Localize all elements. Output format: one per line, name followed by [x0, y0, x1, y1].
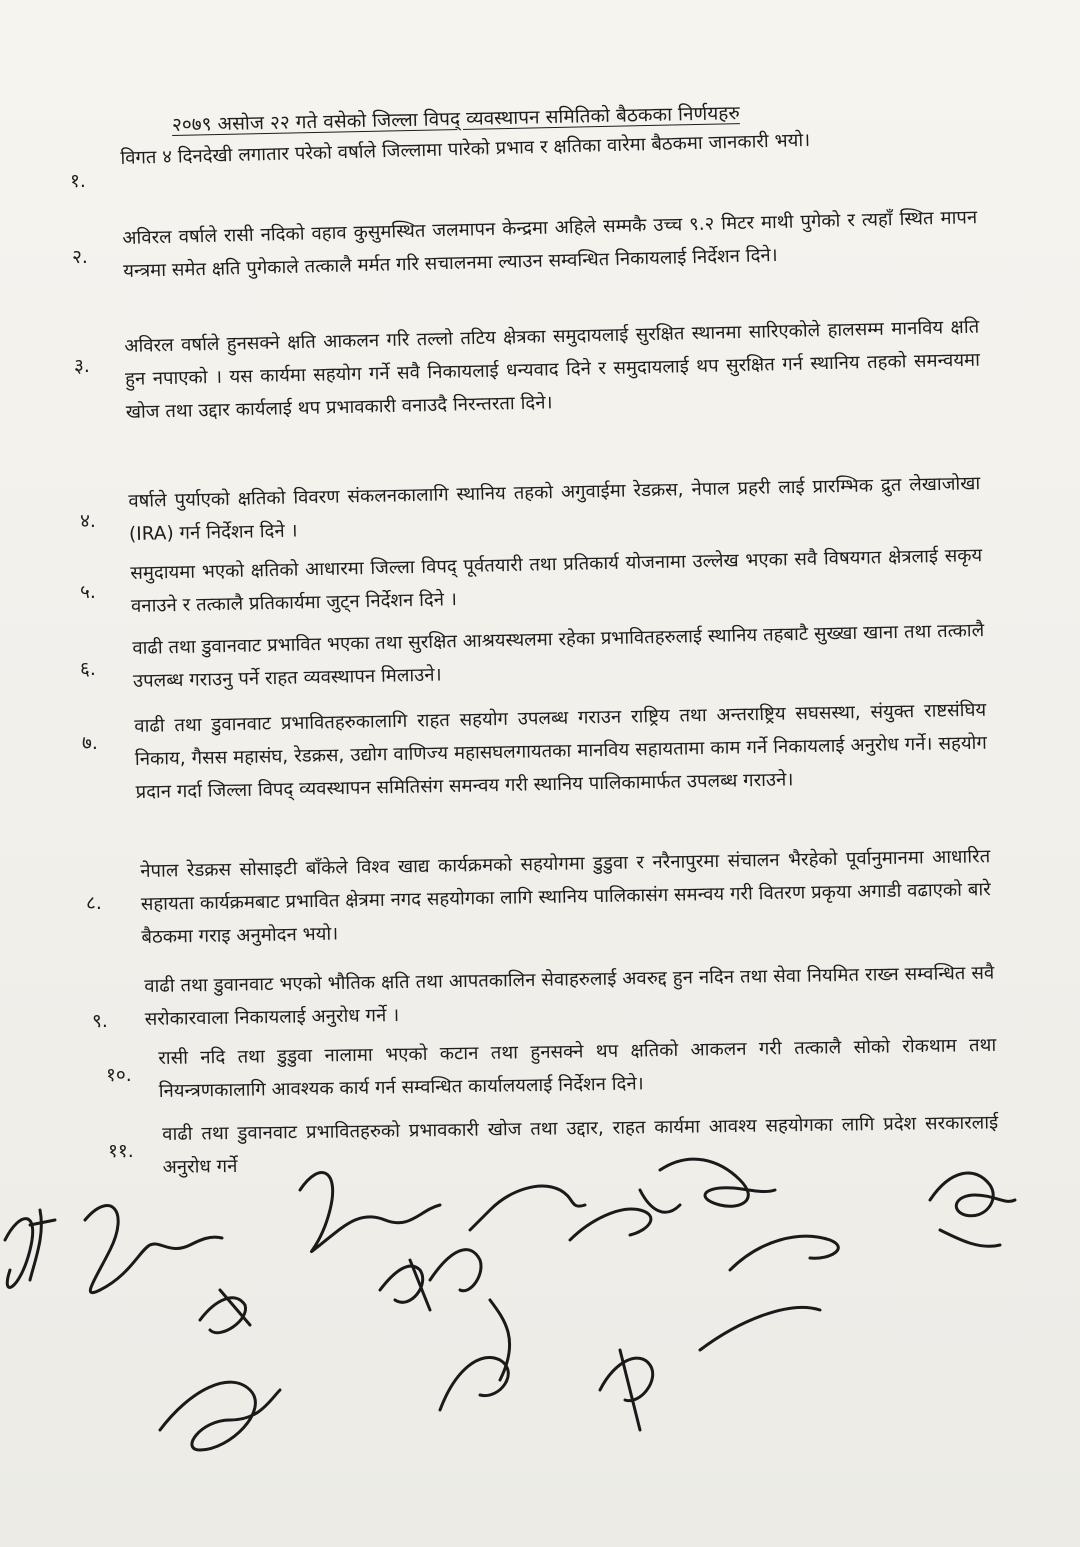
item-text: वाढी तथा डुवानवाट भएको भौतिक क्षति तथा आपतकालिन सेवाहरुलाई अवरुद्द हुन नदिन तथा सेवा नियमित राख्न सम्वन्धित सवै सरोकारवाला निकायलाई अनुरोध गर्ने । [144, 962, 995, 1030]
signature-2 [85, 1206, 222, 1293]
item-number: १०. [106, 1064, 132, 1086]
signature-4 [160, 1382, 280, 1450]
item-number: ११. [108, 1140, 134, 1162]
item-text: नेपाल रेडक्रस सोसाइटी बाँकेले विश्व खाद्य कार्यक्रमको सहयोगमा डुडुवा र नरैनापुरमा संचालन भैरहेको पूर्वानुमानमा आधारित सहायता कार्यक्रमबाट प्रभावित क्षेत्रमा नगद सहयोगका लागि स्थानिय पालिकासंग समन्वय गरी वितरण प्रकृया अगाडी वढाएको बारे बैठकमा गराइ अनुमोदन भयो। [140, 846, 991, 948]
item-number: ४. [80, 510, 96, 532]
signature-12 [700, 1236, 838, 1350]
item-text: रासी नदि तथा डुडुवा नालामा भएको कटान तथा हुनसक्ने थप क्षतिको आकलन गरी तत्कालै सोको रोकथाम तथा नियन्त्रणकालागि आवश्यक कार्य गर्न सम्वन्धित कार्यालयलाई निर्देशन दिने। [158, 1034, 997, 1102]
signature-9 [570, 1190, 680, 1240]
item-text: विगत ४ दिनदेखी लगातार परेको वर्षाले जिल्लामा पारेको प्रभाव र क्षतिका वारेमा बैठकमा जानकारी भयो। [120, 129, 811, 169]
item-text: अविरल वर्षाले रासी नदिको वहाव कुसुमस्थित जलमापन केन्द्रमा अहिले सम्मकै उच्च ९.२ मिटर माथी पुगेको र त्यहाँ स्थित मापन यन्त्रमा समेत क्षति पुगेकाले तत्कालै मर्मत गरि सचालनमा ल्याउन सम्वन्धित निकायलाई निर्देशन दिने। [122, 207, 978, 282]
signature-13 [930, 1173, 1015, 1246]
signature-10 [660, 1159, 775, 1206]
item-number: ९. [92, 1010, 108, 1032]
item-number: ३. [74, 355, 90, 377]
item-number: ७. [82, 732, 98, 754]
item-number: ८. [86, 892, 102, 914]
item-number: २. [72, 246, 88, 268]
document-title: २०७९ असोज २२ गते वसेको जिल्ला विपद् व्यवस्थापन समितिको बैठकका निर्णयहरु [171, 102, 740, 136]
item-text: वाढी तथा डुवानवाट प्रभावित भएका तथा सुरक्षित आश्रयस्थलमा रहेका प्रभावितहरुलाई स्थानिय तहबाटै सुख्खा खाना तथा तत्कालै उपलब्ध गराउनु पर्ने राहत व्यवस्थापन मिलाउने। [132, 620, 985, 692]
item-number: ६. [80, 658, 96, 680]
signature-7 [430, 1186, 585, 1291]
item-number: १. [70, 170, 86, 192]
signature-6 [380, 1260, 430, 1310]
signature-8 [440, 1300, 510, 1410]
signatures-drawing [0, 1150, 1080, 1547]
signature-3 [200, 1290, 250, 1333]
signature-1 [5, 1210, 55, 1287]
item-text: वर्षाले पुर्याएको क्षतिको विवरण संकलनकालागि स्थानिय तहको अगुवाईमा रेडक्रस, नेपाल प्रहरी लाई प्रारम्भिक द्रुत लेखाजोखा (IRA) गर्न निर्देशन दिने । [128, 473, 981, 545]
item-number: ५. [80, 581, 96, 603]
item-text: वाढी तथा डुवानवाट प्रभावितहरुकालागि राहत सहयोग उपलब्ध गराउन राष्ट्रिय तथा अन्तराष्ट्रिय सघसस्था, संयुक्त राष्टसंघिय निकाय, गैसस महासंघ, रेडक्रस, उद्योग वाणिज्य महासघलगायतका मानविय सहायतामा काम गर्ने निकायलाई अनुरोध गर्ने। सहयोग प्रदान गर्दा जिल्ला विपद् व्यवस्थापन समितिसंग समन्वय गरी स्थानिय पालिकामार्फत उपलब्ध गराउने। [134, 699, 987, 803]
item-text: अविरल वर्षाले हुनसक्ने क्षति आकलन गरि तल्लो तटिय क्षेत्रका समुदायलाई सुरक्षित स्थानमा सारिएकोले हालसम्म मानविय क्षति हुन नपाएको । यस कार्यमा सहयोग गर्ने सवै निकायलाई धन्यवाद दिने र समुदायलाई थप सुरक्षित गर्न स्थानिय तहको समन्वयमा खोज तथा उद्दार कार्यलाई थप प्रभावकारी वनाउदै निरन्तरता दिने। [124, 316, 981, 423]
signature-5 [300, 1173, 440, 1252]
signature-11 [600, 1350, 653, 1430]
item-text: समुदायमा भएको क्षतिको आधारमा जिल्ला विपद् पूर्वतयारी तथा प्रतिकार्य योजनामा उल्लेख भएका सवै विषयगत क्षेत्रलाई सकृय वनाउने र तत्कालै प्रतिकार्यमा जुट्न निर्देशन दिने । [130, 545, 983, 617]
item-text: वाढी तथा डुवानवाट प्रभावितहरुको प्रभावकारी खोज तथा उद्दार, राहत कार्यमा आवश्य सहयोगका लागि प्रदेश सरकारलाई अनुरोध गर्ने [162, 1112, 999, 1178]
signature-area [0, 1150, 1080, 1547]
